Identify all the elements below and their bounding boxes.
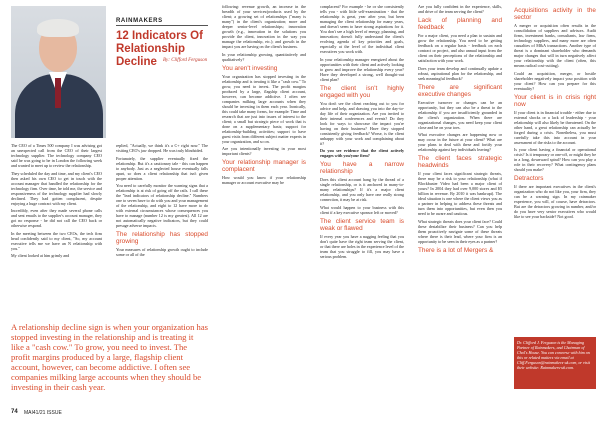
paragraph: If every year you have a nagging feeling that you don't quite have the right team serving the client, or that there are holes in the experience level of the team that you struggle to fill, you may have a serious problem. [320, 233, 404, 259]
paragraph: Incredibly, even after they made several phone calls and sent emails to the supplier's account manager, they got no response - he did not call the CEO back or otherwise respond. [11, 208, 102, 229]
paragraph: Does this client account hang by the thread of a single relationship, or is it anchored in many-to-many relationships? If it's a major client relationship, and you only have one really strong connection, it may be at risk. [320, 177, 404, 203]
paragraph: If your client is in financial trouble - either due to external shocks or a lack of leadership - your relationship will also likely be threatened. On the other hand, a great relationship can actually be forged during a crisis. Nonetheless, you must carefully take this into account in your assessment of the risks to the account. [514, 109, 596, 145]
section-heading: Acquisitions activity in the sector [514, 7, 596, 21]
column-3 [222, 4, 306, 188]
column-6 [514, 4, 596, 222]
section-heading: Lack of planning and feedback [418, 17, 502, 31]
paragraph: Are you fully confident in the experience, skills, and drive of the team serving the client? [418, 4, 502, 14]
tie-shape [55, 78, 61, 108]
section-heading: The client isn't highly engaged with you [320, 84, 404, 99]
section-heading: Your relationship manager is complacent [222, 159, 306, 174]
article-byline: By: Clifford Ferguson [163, 58, 208, 63]
column-1 [11, 143, 102, 261]
column-5 [418, 4, 502, 256]
column-2 [116, 143, 208, 260]
paragraph: Does your team develop and continually update a robust, aspirational plan for the relationship, and seek meaningful feedback? [418, 65, 502, 81]
author-photo [11, 6, 106, 138]
paragraph: You don't see the client reaching out to you for advice and help, and drawing you into the day-to-day life of their organization. Are you invited to their internal conferences and events? Do they look for ways to showcase the impact you're having on their business? Have they stopped consistently giving feedback? Worse, is the client unhappy with your work and complaining about it? [320, 100, 404, 146]
paragraph: How would you know if your relationship manager or account executive may be [222, 175, 306, 186]
section-heading: There is a lot of Mergers & [418, 246, 494, 254]
section-heading: The relationship has stopped growing [116, 231, 208, 246]
paragraph: If your client faces significant strategic threats, there may be a risk to your relationship (what if Blockbuster Video had been a major client of yours? In 2004 they had over 9,000 stores and $5 billion in revenue. By 2010 it was bankrupt). The ideal situation is one where the client views you as a partner in helping to address these threats and turn them into opportunities, but even then you need to be aware and cautious. [418, 171, 502, 217]
article-title: 12 Indicators Of Relationship Decline [116, 30, 203, 68]
section-category: RAINMAKERS [116, 18, 163, 24]
paragraph: You need to carefully monitor the warning signs that a relationship is at risk of going off the rails. I call these the "lead indicators of relationship decline." Numbers one to seven have to do with you and your management of the relationship, and eight to 12 have more to do with external circumstances whose consequences you have to manage (number 12 is my greatest). All 12 are not automatically negative indicators, but they could presage adverse impacts. [116, 183, 208, 229]
paragraph: In the meeting between the two CEOs, the tech firm head confidently said to my client, "So, my account executive tells me we have an N relationship with you." [11, 230, 102, 251]
author-bio-box: Dr. Clifford J. Ferguson is the Managing Partner of Rainmakers, and Chairman of Chol's House. You can converse with him on this or related matters via email at Cliff.Ferguson@rainmakers-uk.com, or visit their website: Rainmakers-uk.com. [514, 337, 596, 389]
paragraph: If there are important executives in the client's organization who do not like you, your firm, they can be a warning sign. In my rainmaker experience, you will, of course, have detractors. But are the detractors growing in number, and/or do you have very senior executives who would like to see your backside? Not good. [514, 184, 596, 220]
paragraph: Are you intentionally investing in your most important clients? [222, 146, 306, 157]
paragraph: replied, "Actually, we think it's a C+ right now." The visiting CEO's jaw dropped. He was truly blindsided. [116, 143, 208, 153]
column-4 [320, 4, 404, 261]
paragraph: My client looked at him grimly and [11, 253, 70, 259]
section-heading: The client service team is weak or flawed [320, 217, 404, 232]
paragraph: The CEO of a Times 500 company I was advising got an unexpected call from the CEO of their largest technology supplier. The technology company CEO said he was going to be in London the following week and wanted to meet up to review the relationship. [11, 143, 102, 168]
hair-shape [37, 19, 79, 37]
issue-label: MAI41/21 ISSUE [24, 409, 62, 416]
paragraph: In your relationship manager energized about the opportunities with their client and actively looking to grow and improve the relationship every year? Have they developed a strong, well thought-out client plan? [320, 56, 404, 82]
paragraph: Could an acquisition, merger, or hostile shareholder negatively impact your position with your client? How can you prepare for this eventuality? [514, 70, 596, 91]
section-heading: You have a narrow relationship [320, 161, 404, 176]
paragraph: They scheduled the day and time, and my client's CEO then asked his own CEO to get in touch with the account manager that handled the relationship for the technology firm. Over time, he told me, the service and responsiveness of the technology supplier had slowly declined. They had gotten complacent, despite enjoying a huge contract with my client. [11, 170, 102, 206]
paragraph: Fortunately, the supplier eventually fixed the relationship. But it's a cautionary tale - this can happen to anybody. Just as a neglected house eventually falls apart, so does a client relationship that isn't given proper attention. [116, 155, 208, 181]
paragraph: What executive changes are happening now or may occur in the future at your client? What are your plans to deal with these and fortify your relationship against key individuals leaving? [418, 132, 502, 153]
category-rule [116, 25, 208, 26]
paragraph: A merger or acquisition often results in the consolidation of suppliers and advisors. Audit firms, investment banks, consultants, law firms, technology suppliers, and many more are often casualties of M&A transactions. Another type of threat is a dominant shareholder who demands major changes that will in turn negatively affect your relationship with the client (often, this means radical cost-cutting). [514, 23, 596, 68]
paragraph: What would happen to your business with this client if a key executive sponsor left or moved? [320, 204, 404, 215]
paragraph: Do you see evidence that the client actively engages with you/your firm? [320, 148, 404, 159]
section-heading: You aren't investing [222, 64, 278, 72]
paragraph: For a major client, you need a plan to sustain and grow the relationship. You need to be getting feedback on a regular basis - feedback on each contract or project, and also annual input from the client on their perceptions of the relationship and satisfaction with your work. [418, 33, 502, 63]
paragraph: Your organization has stopped investing in the relationship and is treating it like a "cash cow." To grow, you need to invest. The profit margins produced by a large, flagship client account, however, can become addictive. I often see companies milking large accounts when they should be investing in them each year. Ironically, this could take many forms, for example: Time and research that are just into issues of interest to the client; a small but strategic piece of work that is done on a supplementary basis; support for relationship-building activities; support to have guest visits from different subject matter experts in your organization, and so on. [222, 73, 306, 144]
section-heading: There are significant executive changes [418, 83, 502, 98]
page-number: 74 [11, 409, 18, 415]
paragraph: Your measures of relationship growth ought to include some or all of the [116, 247, 208, 258]
paragraph: Is your client having a financial or operational crisis? Is it temporary or one-off, or might they be in a long, downward spiral? How can you play a role in their recovery? What contingency plans should you make? [514, 147, 597, 173]
section-heading: Detractors [514, 175, 544, 183]
pull-quote: A relationship decline sign is when your organization has stopped investing in the relationship and is treating it like a "cash cow." To grow, you need to invest. The profit margins produced by a large, flagship client account, however, can become addictive. I often see companies milking large accounts when they should be investing in their cash year. [11, 322, 208, 392]
paragraph: Executive turnover or changes can be an opportunity, but they can also be a threat to the relationship if you are insufficiently grounded in the client's organization. When there are organizational changes, you need keep your client close and be on your toes. [418, 99, 502, 130]
section-heading: Your client is in crisis right now [514, 93, 596, 108]
paragraph: following: revenue growth, an increase in the breadth of your services/products used by the client; a growing set of relationships ("many is many") in the client's organization; more and deeper senior-level relationships; innovation growth (e.g., innovation in the solutions you provide the client, innovation in the way you manage the relationship, etc.); and growth in the impact you are having on the client's business. [222, 4, 306, 49]
section-heading: The client faces strategic headwinds [418, 155, 502, 170]
paragraph: complacent? For example - he or she consistently tells you - with little self-examination - that the relationship is great, year after year, but been managing the client relationship for many years, and doesn't seem to have strong aspirations for it. You don't see a high level of energy, planning, and innovation; doesn't fully understand the client's evolving agenda of key priorities and goals, especially at the level of the individual client executives you work with. [320, 4, 404, 54]
paragraph: What strategic threats does your client face? Could these destabilize their business? Can you help them proactively navigate some of these threats where there is their lead, where your firm is an opportunity to be seen in their eyes as a partner? [418, 218, 502, 244]
paragraph: In your relationship growing, quantitatively and qualitatively? [222, 51, 306, 62]
